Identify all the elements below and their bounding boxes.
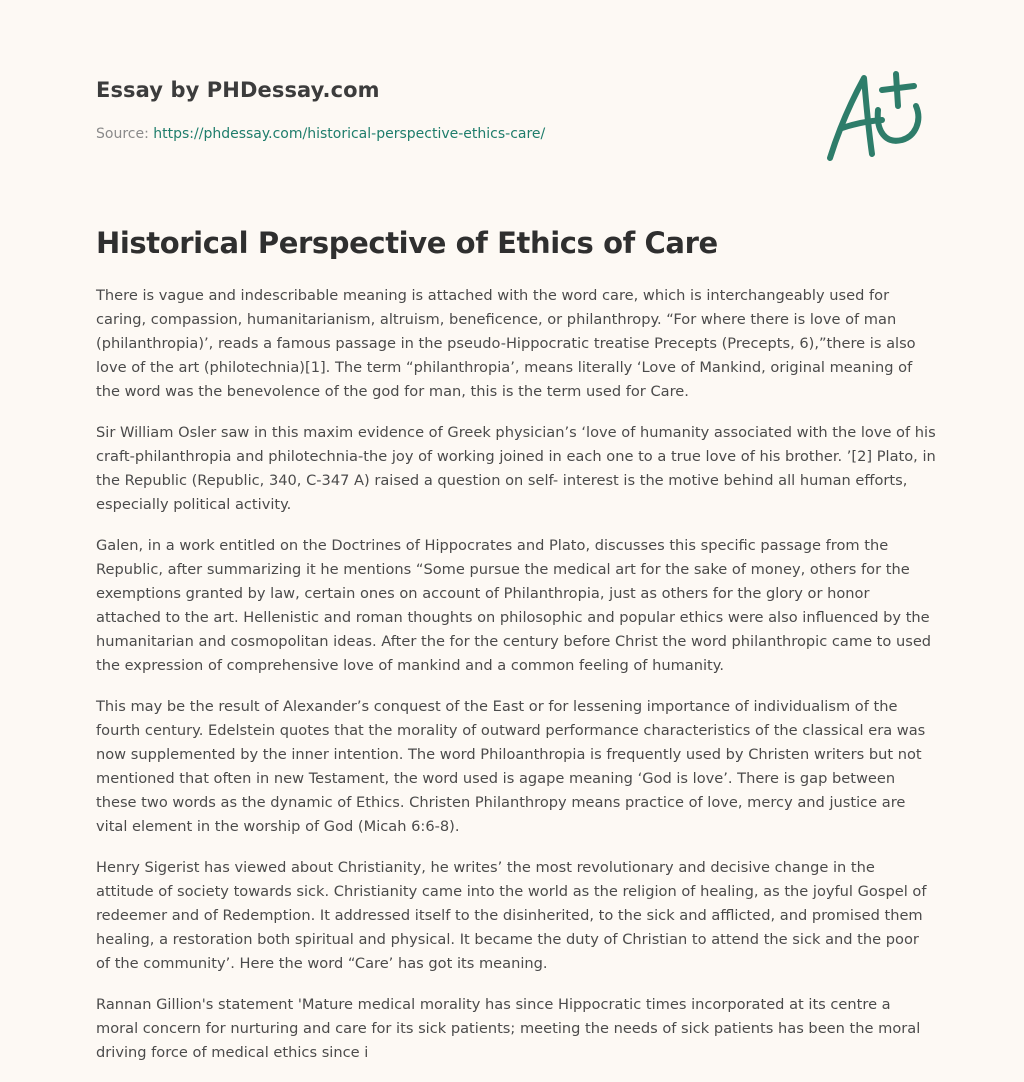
essay-paragraph: There is vague and indescribable meaning is attached with the word care, which is interchangeably used for caring, compassion, humanitarianism, altruism, beneficence, or philanthropy. “For where there is love of man (philanthropia)’, reads a famous passage in the pseudo-Hippocratic treatise Precepts (Precepts, 6),”there is also love of the art (philotechnia)[1]. The term “philanthropia’, means literally ‘Love of Mankind, original meaning of the word was the benevolence of the god for man, this is the term used for Care. [96,287,916,400]
essay-paragraph: Galen, in a work entitled on the Doctrines of Hippocrates and Plato, discusses this specific passage from the Republic, after summarizing it he mentions “Some pursue the medical art for the sake of money, others for the exemptions granted by law, certain ones on account of Philanthropia, just as others for the glory or honor attached to the art. Hellenistic and roman thoughts on philosophic and popular ethics were also influenced by the humanitarian and cosmopolitan ideas. After the for the century before Christ the word philanthropic came to used the expression of comprehensive love of mankind and a common feeling of humanity. [96,537,932,674]
essay-body [96,284,936,1082]
essay-paragraph: Sir William Osler saw in this maxim evidence of Greek physician’s ‘love of humanity associated with the love of his craft-philanthropia and philotechnia-the joy of working joined in each one to a true love of his brother. ’[2] Plato, in the Republic (Republic, 340, C-347 A) raised a question on self- interest is the motive behind all human efforts, especially political activity. [96,424,936,513]
essay-paragraph: Henry Sigerist has viewed about Christianity, he writes’ the most revolutionary and decisive change in the attitude of society towards sick. Christianity came into the world as the religion of healing, as the joyful Gospel of redeemer and of Redemption. It addressed itself to the disinherited, to the sick and afflicted, and promised them healing, a restoration both spiritual and physical. It became the duty of Christian to attend the sick and the poor of the community’. Here the word “Care’ has got its meaning. [96,859,927,972]
page-header [96,78,928,142]
source-label: Source: [96,126,154,142]
essay-paragraph: This may be the result of Alexander’s conquest of the East or for lessening importance of individualism of the fourth century. Edelstein quotes that the morality of outward performance characteristics of the classical era was now supplemented by the inner intention. The word Philoanthropia is frequently used by Christen writers but not mentioned that often in new Testament, the word used is agape meaning ‘God is love’. There is gap between these two words as the dynamic of Ethics. Christen Philanthropy means practice of love, mercy and justice are vital element in the worship of God (Micah 6:6-8). [96,698,926,835]
brand-title: Essay by PHDessay.com [96,78,380,102]
essay-paragraph: Rannan Gillion's statement 'Mature medical morality has since Hippocratic times incorporated at its centre a moral concern for nurturing and care for its sick patients; meeting the needs of sick patients has been the moral driving force of medical ethics since i [96,996,921,1061]
essay-title: Historical Perspective of Ethics of Care [96,226,718,260]
source-line [96,126,928,142]
source-link[interactable]: https://phdessay.com/historical-perspective-ethics-care/ [153,126,546,142]
a-plus-grade-logo-icon [818,66,930,166]
